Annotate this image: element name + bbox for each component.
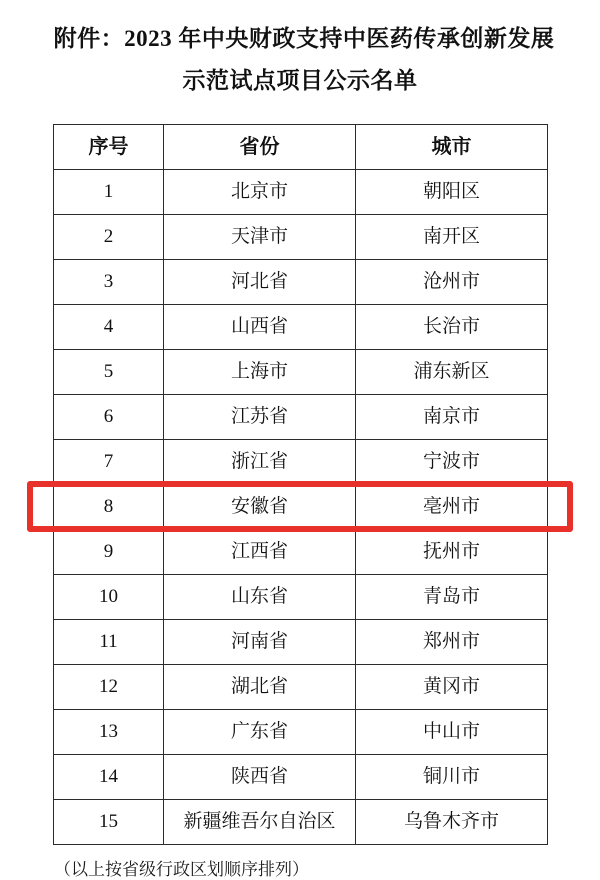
cell-province: 山西省: [164, 305, 356, 350]
column-header-index: 序号: [54, 125, 164, 170]
cell-index: 10: [54, 575, 164, 620]
cell-province: 江苏省: [164, 395, 356, 440]
table-row: [54, 350, 548, 395]
cell-city: 宁波市: [356, 440, 548, 485]
cell-city: 南开区: [356, 215, 548, 260]
cell-city: 黄冈市: [356, 665, 548, 710]
table-row: [54, 800, 548, 845]
cell-index: 2: [54, 215, 164, 260]
cell-index: 11: [54, 620, 164, 665]
cell-city: 中山市: [356, 710, 548, 755]
table-row: [54, 755, 548, 800]
cell-province: 河北省: [164, 260, 356, 305]
table-row: [54, 305, 548, 350]
cell-index: 13: [54, 710, 164, 755]
table-row: [54, 440, 548, 485]
cell-province: 新疆维吾尔自治区: [164, 800, 356, 845]
cell-city: 朝阳区: [356, 170, 548, 215]
title-line-1: 附件：2023 年中央财政支持中医药传承创新发展: [53, 26, 555, 51]
table-row: [54, 395, 548, 440]
title-line-2: 示范试点项目公示名单: [182, 68, 418, 93]
table-row: [54, 485, 548, 530]
cell-city: 抚州市: [356, 530, 548, 575]
cell-index: 1: [54, 170, 164, 215]
table-row: [54, 620, 548, 665]
document-title: [0, 0, 600, 102]
cell-city: 铜川市: [356, 755, 548, 800]
cell-index: 15: [54, 800, 164, 845]
table-row: [54, 170, 548, 215]
table-body: [54, 170, 548, 845]
cell-city: 南京市: [356, 395, 548, 440]
cell-city: 郑州市: [356, 620, 548, 665]
cell-city: 浦东新区: [356, 350, 548, 395]
cell-index: 3: [54, 260, 164, 305]
table-row: [54, 215, 548, 260]
cell-province: 北京市: [164, 170, 356, 215]
table-row: [54, 260, 548, 305]
cell-index: 5: [54, 350, 164, 395]
table-footnote: （以上按省级行政区划顺序排列）: [54, 860, 309, 879]
cell-index: 8: [54, 485, 164, 530]
table-container: [53, 124, 547, 845]
cell-province: 山东省: [164, 575, 356, 620]
cell-province: 江西省: [164, 530, 356, 575]
cell-city: 亳州市: [356, 485, 548, 530]
column-header-city: 城市: [356, 125, 548, 170]
cell-index: 9: [54, 530, 164, 575]
table-row: [54, 665, 548, 710]
table-row: [54, 575, 548, 620]
project-list-table: [53, 124, 548, 845]
cell-index: 14: [54, 755, 164, 800]
cell-city: 乌鲁木齐市: [356, 800, 548, 845]
cell-index: 4: [54, 305, 164, 350]
table-row: [54, 710, 548, 755]
cell-province: 浙江省: [164, 440, 356, 485]
cell-province: 陕西省: [164, 755, 356, 800]
cell-index: 6: [54, 395, 164, 440]
cell-city: 沧州市: [356, 260, 548, 305]
cell-index: 7: [54, 440, 164, 485]
column-header-province: 省份: [164, 125, 356, 170]
table-header-row: [54, 125, 548, 170]
cell-province: 天津市: [164, 215, 356, 260]
cell-province: 湖北省: [164, 665, 356, 710]
cell-city: 长治市: [356, 305, 548, 350]
table-row: [54, 530, 548, 575]
cell-province: 河南省: [164, 620, 356, 665]
cell-province: 上海市: [164, 350, 356, 395]
cell-province: 安徽省: [164, 485, 356, 530]
cell-index: 12: [54, 665, 164, 710]
cell-province: 广东省: [164, 710, 356, 755]
cell-city: 青岛市: [356, 575, 548, 620]
